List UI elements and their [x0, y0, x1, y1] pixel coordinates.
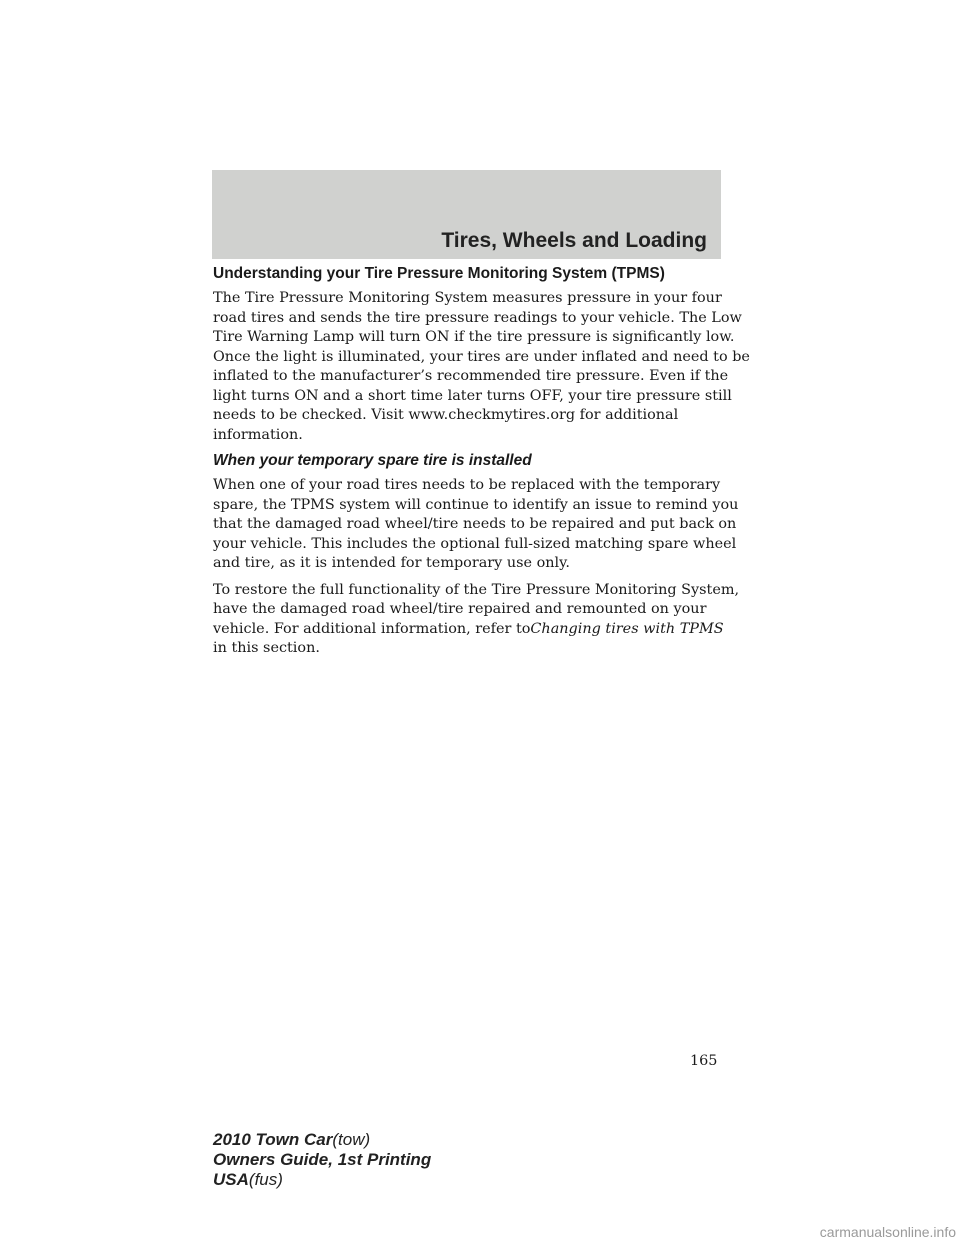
- text-line: needs to be checked. Visit www.checkmytires.org for additional: [213, 407, 679, 423]
- text-line: Tire Warning Lamp will turn ON if the tire pressure is significantly low.: [213, 329, 735, 345]
- footer-model: 2010 Town Car: [213, 1130, 333, 1149]
- text-line: The Tire Pressure Monitoring System measures pressure in your four: [213, 290, 722, 306]
- footer-code: (tow): [332, 1130, 371, 1149]
- paragraph-tpms-overview: [213, 289, 750, 445]
- footer-market-code: (fus): [248, 1170, 283, 1189]
- text-line: and tire, as it is intended for temporary use only.: [213, 555, 570, 571]
- text-line: Once the light is illuminated, your tires are under inflated and need to be: [213, 348, 750, 365]
- heading-understanding-tpms: Understanding your Tire Pressure Monitoring System (TPMS): [213, 265, 665, 282]
- text-line: When one of your road tires needs to be replaced with the temporary: [213, 477, 721, 493]
- text-line: inflated to the manufacturer’s recommended tire pressure. Even if the: [213, 368, 729, 384]
- text-line: spare, the TPMS system will continue to identify an issue to remind you: [213, 496, 739, 513]
- text-line: [213, 620, 723, 640]
- text-line: have the damaged road wheel/tire repaired and remounted on your: [213, 601, 707, 617]
- page-number: 165: [690, 1053, 718, 1069]
- heading-temporary-spare: When your temporary spare tire is installed: [213, 452, 532, 469]
- text-line: road tires and sends the tire pressure readings to your vehicle. The Low: [213, 309, 742, 326]
- footer-line: [213, 1150, 431, 1170]
- text-fragment: vehicle. For additional information, refer to: [213, 620, 531, 637]
- footer-edition: Owners Guide, 1st Printing: [213, 1150, 432, 1169]
- text-line: your vehicle. This includes the optional full-sized matching spare wheel: [213, 535, 737, 552]
- text-line: information.: [213, 426, 303, 443]
- text-line: To restore the full functionality of the Tire Pressure Monitoring System,: [213, 581, 740, 598]
- footer-line: [213, 1170, 431, 1190]
- text-line: light turns ON and a short time later turns OFF, your tire pressure still: [213, 387, 732, 404]
- section-title: Tires, Wheels and Loading: [441, 229, 707, 252]
- paragraph-temporary-spare: [213, 476, 739, 574]
- page-content: [213, 265, 750, 666]
- watermark: carmanualsonline.info: [819, 1224, 956, 1240]
- paragraph-restore-functionality: [213, 581, 740, 659]
- document-footer: [213, 1130, 431, 1190]
- text-line: that the damaged road wheel/tire needs to be repaired and put back on: [213, 516, 737, 532]
- section-header-band: [212, 170, 721, 259]
- footer-line: [213, 1130, 431, 1150]
- footer-market: USA: [213, 1170, 249, 1189]
- text-line: in this section.: [213, 640, 320, 656]
- cross-reference-link-text: Changing tires with TPMS: [530, 620, 724, 637]
